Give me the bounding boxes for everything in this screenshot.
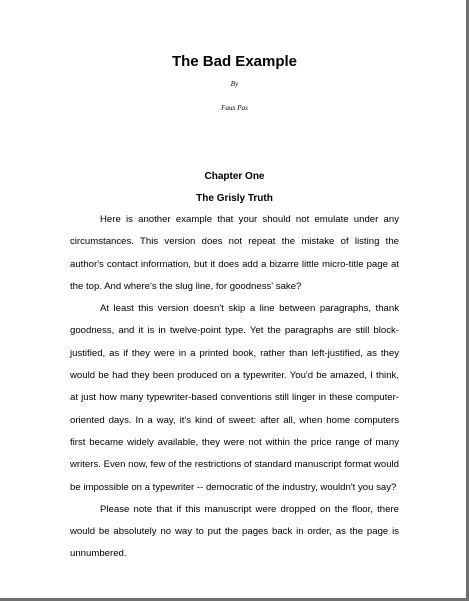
paragraph: Please note that if this manuscript were dropped on the floor, there would be absolutely no way to put the pages back in order, as the page is unnumbered.	[70, 503, 399, 560]
chapter-title: The Grisly Truth	[196, 193, 273, 204]
paragraph: Here is another example that your should not emulate under any circumstances. This version does not repeat the mistake of listing the author's contact information, but it does add a bizarre little micro-title page at the top. And where's the slug line, for goodness' sake?	[70, 214, 399, 292]
body-text	[70, 209, 399, 566]
byline: By	[230, 80, 239, 88]
document-title: The Bad Example	[171, 53, 298, 70]
paragraph: At least this version doesn't skip a line between paragraphs, thank goodness, and it is in twelve-point type. Yet the paragraphs are still block-justified, as if they were in a printed book, rather than left-justified, as they would be had they been produced on a typewriter. You'd be amazed, I think, at just how many typewriter-based conventions still linger in these computer-oriented days. In a way, it's kind of sweet: after all, when home computers first became widely available, they were not within the price range of many writers. Even now, few of the restrictions of standard manuscript format would be impossible on a typewriter -- democratic of the industry, wouldn't you say?	[70, 303, 399, 493]
chapter-number: Chapter One	[204, 171, 265, 182]
author-name: Faux Pas	[221, 104, 248, 112]
